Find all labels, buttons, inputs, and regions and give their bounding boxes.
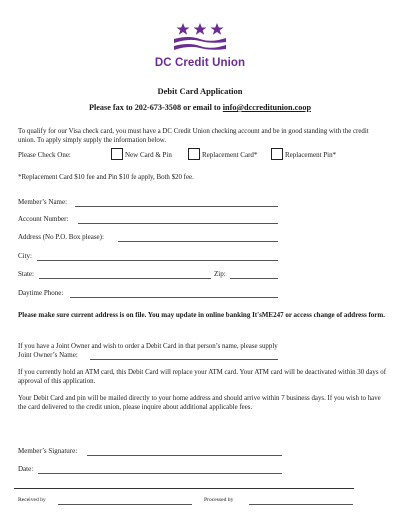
daytime-phone-field[interactable] [70,297,278,298]
logo [0,22,400,69]
replacement-card-label: Replacement Card* [202,151,258,159]
daytime-phone-label: Daytime Phone: [18,289,64,297]
new-card-pin-label: New Card & Pin [125,151,172,159]
signature-field[interactable] [87,455,282,456]
check-one-label: Please Check One: [18,151,71,159]
member-name-label: Member’s Name: [18,198,68,206]
account-number-field[interactable] [78,223,278,224]
date-label: Date: [18,465,34,473]
address-label: Address (No P.O. Box please): [18,233,104,241]
date-field[interactable] [38,473,282,474]
account-number-label: Account Number: [18,215,69,223]
city-label: City: [18,252,33,260]
zip-label: Zip: [214,270,226,278]
address-on-file-note: Please make sure current address is on file. You may update in online banking It'sME247 or access change of address form. [18,311,385,319]
state-label: State: [18,270,34,278]
fax-text: Please fax to 202-673-3508 or email to [89,103,223,112]
fax-instructions [0,103,400,112]
replacement-pin-label: Replacement Pin* [285,151,337,159]
dc-credit-union-logo-icon [171,22,229,56]
check-one-row [18,148,388,162]
atm-note: If you currently hold an ATM card, this Debit Card will replace your ATM card. Your ATM card will be deactivated within 30 days of approval of this application. [18,369,386,386]
joint-owner-name-field[interactable] [90,359,278,360]
page-title: Debit Card Application [157,86,243,96]
received-by-field[interactable] [58,504,192,505]
footer-divider [14,488,354,489]
zip-field[interactable] [230,278,278,279]
joint-owner-label: Joint Owner’s Name: [18,351,78,359]
address-field[interactable] [118,241,278,242]
replacement-card-checkbox[interactable] [188,148,200,160]
joint-owner-text: If you have a Joint Owner and wish to order a Debit Card in that person’s name, please supply [18,343,278,350]
state-field[interactable] [39,278,211,279]
member-name-field[interactable] [75,206,278,207]
logo-name: DC Credit Union [154,57,246,69]
intro-text: To qualify for our Visa check card, you must have a DC Credit Union checking account and be in good standing with the credit union. To apply simply supply the information below. [18,128,369,145]
new-card-pin-checkbox[interactable] [111,148,123,160]
signature-label: Member’s Signature: [18,447,78,455]
received-by-label: Received by [18,497,46,503]
mail-note: Your Debit Card and pin will be mailed directly to your home address and should arrive within 7 business days. If you wish to have the card delivered to the credit union, please inquire about additional applicable fees. [18,395,381,412]
processed-by-label: Processed by [204,497,234,503]
replacement-pin-checkbox[interactable] [271,148,283,160]
email-link[interactable]: info@dccreditunion.coop [222,103,311,112]
city-field[interactable] [37,260,278,261]
processed-by-field[interactable] [249,504,353,505]
fee-note: *Replacement Card $10 fee and Pin $10 fe apply, Both $20 fee. [18,174,194,181]
